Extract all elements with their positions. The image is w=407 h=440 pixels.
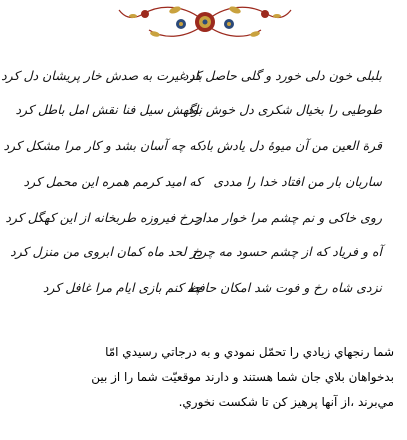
verse-second-hemistich: باد غیرت به صدش خار پریشان دل کرد (1, 68, 202, 83)
interpretation-text (14, 340, 394, 415)
verse-first-hemistich: نزدی شاه رخ و فوت شد امکان حافظ (186, 280, 382, 295)
verse-second-hemistich: که چه آسان بشد و کار مرا مشکل کرد (3, 138, 202, 153)
verse-second-hemistich: ناگهش سیل فنا نقش امل باطل کرد (15, 102, 202, 117)
interpretation-line: مي‌برند ،از آنها پرهيز كن تا شكست نخوري. (178, 395, 394, 409)
couplet-row (0, 132, 407, 160)
verse-second-hemistich: چه کنم بازی ایام مرا غافل کرد (42, 280, 202, 295)
interpretation-line: شما رنجهاي زيادي را تحمّل نمودي و به درجاتي رسيدي امّا (105, 345, 394, 359)
verse-second-hemistich: که امید کرمم همره این محمل کرد (23, 174, 202, 189)
interpretation-line: بدخواهان بلاي جان شما هستند و دارند موقعيّت شما را از بين (91, 370, 394, 384)
poem-couplets (0, 62, 407, 312)
couplet-row (0, 96, 407, 124)
floral-ornament-icon (115, 0, 295, 44)
couplet-row (0, 238, 407, 266)
verse-first-hemistich: قرة العین من آن میوهٔ دل یادش باد (200, 138, 382, 153)
verse-second-hemistich: چرخ فیروزه طربخانه از این کهگل کرد (5, 210, 202, 225)
couplet-row (0, 62, 407, 90)
verse-first-hemistich: روی خاکی و نم چشم مرا خوار مدار (195, 210, 382, 225)
verse-first-hemistich: بلبلی خون دلی خورد و گلی حاصل کرد (182, 68, 382, 83)
couplet-row (0, 274, 407, 302)
verse-second-hemistich: در لحد ماه کمان ابروی من منزل کرد (10, 244, 202, 259)
verse-first-hemistich: ساربان بار من افتاد خدا را مددی (213, 174, 382, 189)
verse-first-hemistich: طوطیی را بخیال شکری دل خوش بود (186, 102, 382, 117)
verse-first-hemistich: آه و فریاد که از چشم حسود مه چرخ (192, 244, 382, 259)
couplet-row (0, 204, 407, 232)
couplet-row (0, 168, 407, 196)
